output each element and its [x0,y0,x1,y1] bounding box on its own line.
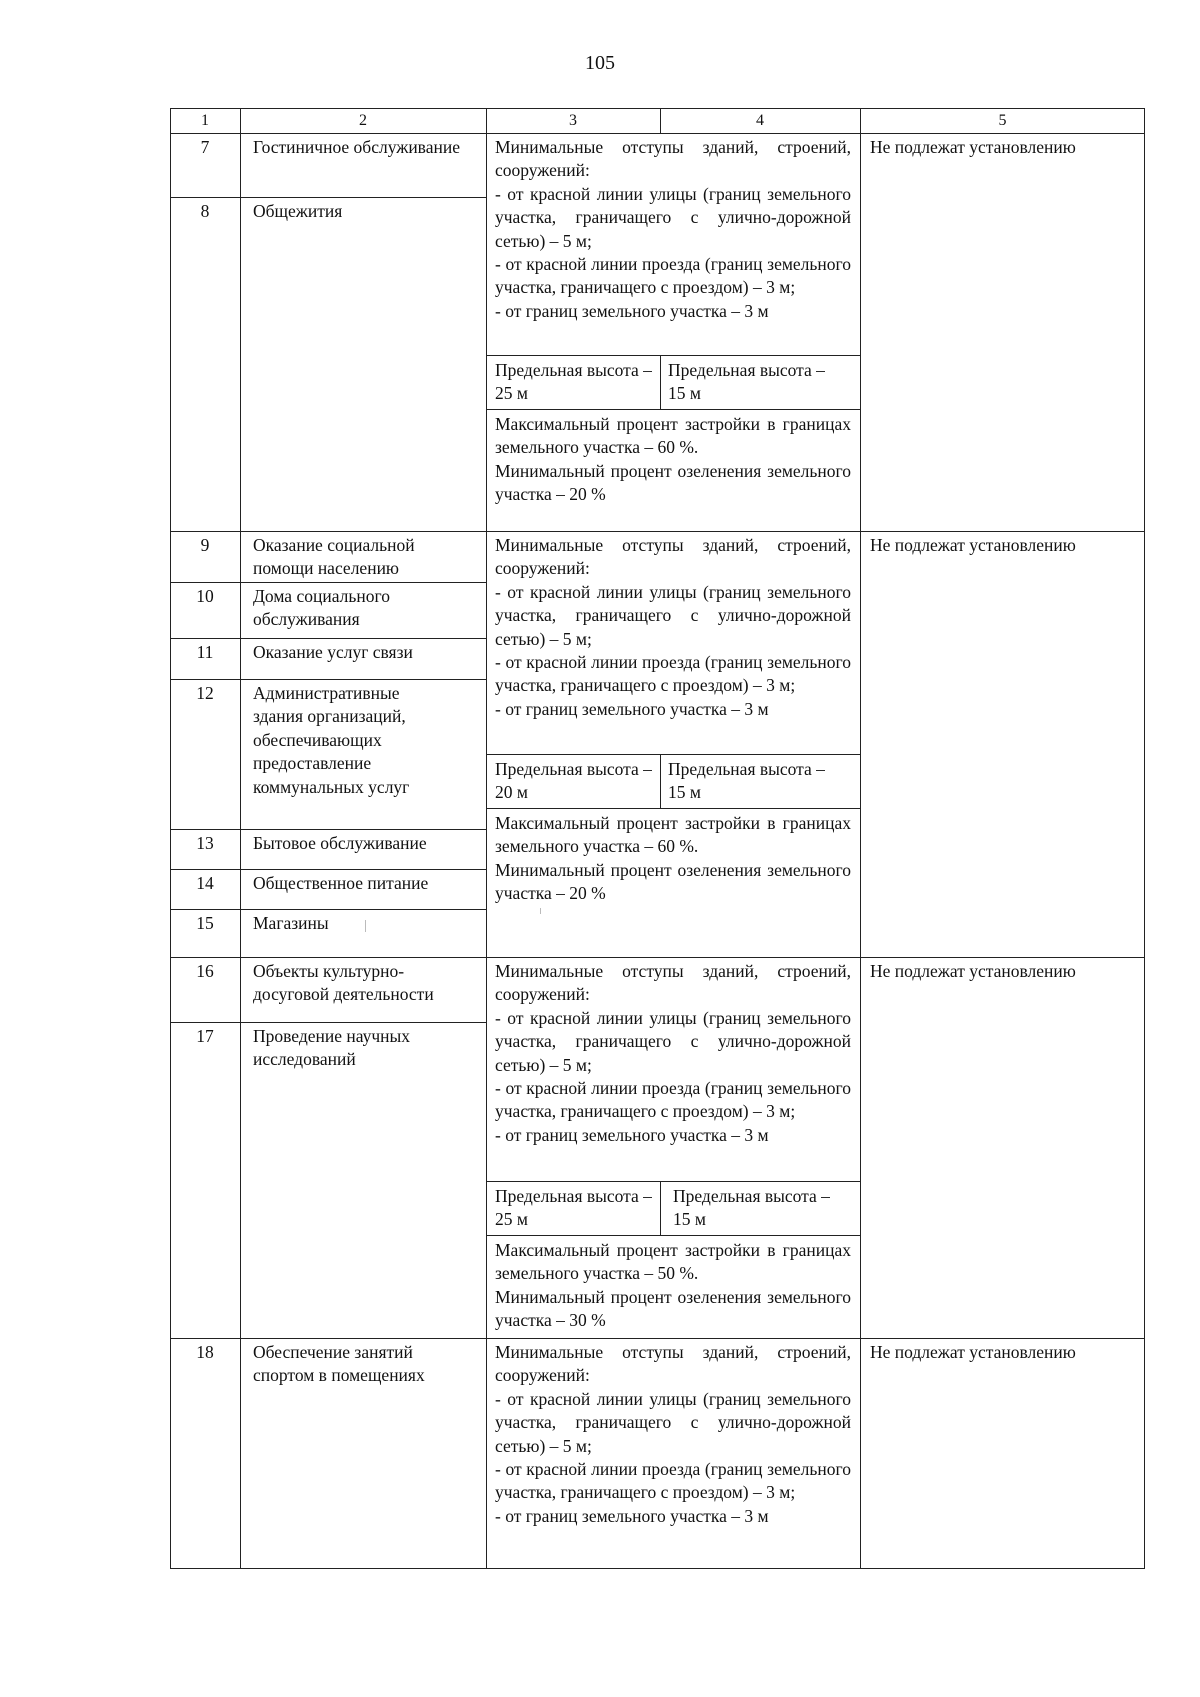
row-name: Административные здания организаций, обеспечивающих предоставление коммунальных услуг [253,683,410,797]
row-divider [170,869,486,870]
row-name: Общежития [253,201,343,221]
regulations-table [170,108,1145,1569]
row-divider [170,1022,486,1023]
setbacks-text: Минимальные отступы зданий, строений, сооружений: - от красной линии улицы (границ земельного участка, граничащего с улично-дорожной сетью) – 5 м; - от красной линии проезда (границ земельного участка, граничащего с проездом) – 3 м; - от границ земельного участка – 3 м [495,137,851,321]
col-divider [486,108,487,1569]
coverage-text: Максимальный процент застройки в границах земельного участка – 60 %. Минимальный процент озеленения земельного участка – 20 % [495,414,851,505]
row-divider [170,679,486,680]
row-number: 7 [200,137,210,157]
row-divider [486,1181,860,1182]
row-name: Оказание социальной помощи населению [253,535,415,579]
header-col-5: 5 [998,112,1007,129]
row-divider [170,582,486,583]
row-divider [170,638,486,639]
row-divider [486,355,860,356]
col5-text: Не подлежат установлению [870,1342,1076,1362]
row-number: 15 [196,913,214,933]
row-name: Общественное питание [253,873,429,893]
header-col-1: 1 [201,112,209,129]
setbacks-text: Минимальные отступы зданий, строений, сооружений: - от красной линии улицы (границ земельного участка, граничащего с улично-дорожной сетью) – 5 м; - от красной линии проезда (границ земельного участка, граничащего с проездом) – 3 м; - от границ земельного участка – 3 м [495,1342,851,1526]
row-name: Проведение научных исследований [253,1026,411,1070]
row-name: Дома социального обслуживания [253,586,390,630]
table-border-bottom [170,1568,1145,1569]
group-divider [170,531,1145,532]
table-border-right [1144,108,1145,1569]
row-name: Гостиничное обслуживание [253,137,460,157]
height-limit-col4: Предельная высота – 15 м [673,1186,830,1230]
row-number: 17 [196,1026,214,1046]
row-divider [486,1235,860,1236]
group-divider [170,957,1145,958]
row-number: 9 [200,535,210,555]
row-number: 12 [196,683,214,703]
row-name: Объекты культурно-досуговой деятельности [253,961,434,1005]
row-number: 8 [200,201,210,221]
coverage-text: Максимальный процент застройки в границах земельного участка – 50 %. Минимальный процент озеленения земельного участка – 30 % [495,1240,851,1331]
col5-text: Не подлежат установлению [870,535,1076,555]
row-name: Оказание услуг связи [253,642,413,662]
table-border-top [170,108,1145,109]
col5-text: Не подлежат установлению [870,137,1076,157]
col-divider [660,754,661,808]
row-divider [486,409,860,410]
header-col-4: 4 [756,112,764,129]
height-limit-col3: Предельная высота – 20 м [495,759,652,803]
row-divider [486,754,860,755]
setbacks-text: Минимальные отступы зданий, строений, сооружений: - от красной линии улицы (границ земельного участка, граничащего с улично-дорожной сетью) – 5 м; - от красной линии проезда (границ земельного участка, граничащего с проездом) – 3 м; - от границ земельного участка – 3 м [495,961,851,1145]
coverage-text: Максимальный процент застройки в границах земельного участка – 60 %. Минимальный процент озеленения земельного участка – 20 % [495,813,851,904]
row-name: Бытовое обслуживание [253,833,427,853]
page-number: 105 [585,52,615,74]
col-divider [240,108,241,1569]
col-divider [860,108,861,1569]
row-name: Обеспечение занятий спортом в помещениях [253,1342,425,1386]
header-col-3: 3 [569,112,577,129]
col-divider [660,108,661,133]
col-divider [660,1181,661,1235]
height-limit-col3: Предельная высота – 25 м [495,1186,652,1230]
height-limit-col4: Предельная высота – 15 м [668,360,825,404]
row-name: Магазины [253,913,329,933]
setbacks-text: Минимальные отступы зданий, строений, сооружений: - от красной линии улицы (границ земельного участка, граничащего с улично-дорожной сетью) – 5 м; - от красной линии проезда (границ земельного участка, граничащего с проездом) – 3 м; - от границ земельного участка – 3 м [495,535,851,719]
height-limit-col4: Предельная высота – 15 м [668,759,825,803]
row-divider [170,197,486,198]
row-number: 13 [196,833,214,853]
table-border-left [170,108,171,1569]
row-number: 11 [196,642,214,662]
col5-text: Не подлежат установлению [870,961,1076,981]
row-number: 18 [196,1342,214,1362]
scan-speck [540,908,541,914]
row-divider [486,808,860,809]
scan-speck [365,920,366,932]
header-col-2: 2 [359,112,367,129]
group-divider [170,1338,1145,1339]
row-divider [170,829,486,830]
row-number: 14 [196,873,214,893]
height-limit-col3: Предельная высота – 25 м [495,360,652,404]
col-divider [660,355,661,409]
row-number: 16 [196,961,214,981]
row-number: 10 [196,586,214,606]
row-divider [170,909,486,910]
row-divider [170,133,1145,134]
